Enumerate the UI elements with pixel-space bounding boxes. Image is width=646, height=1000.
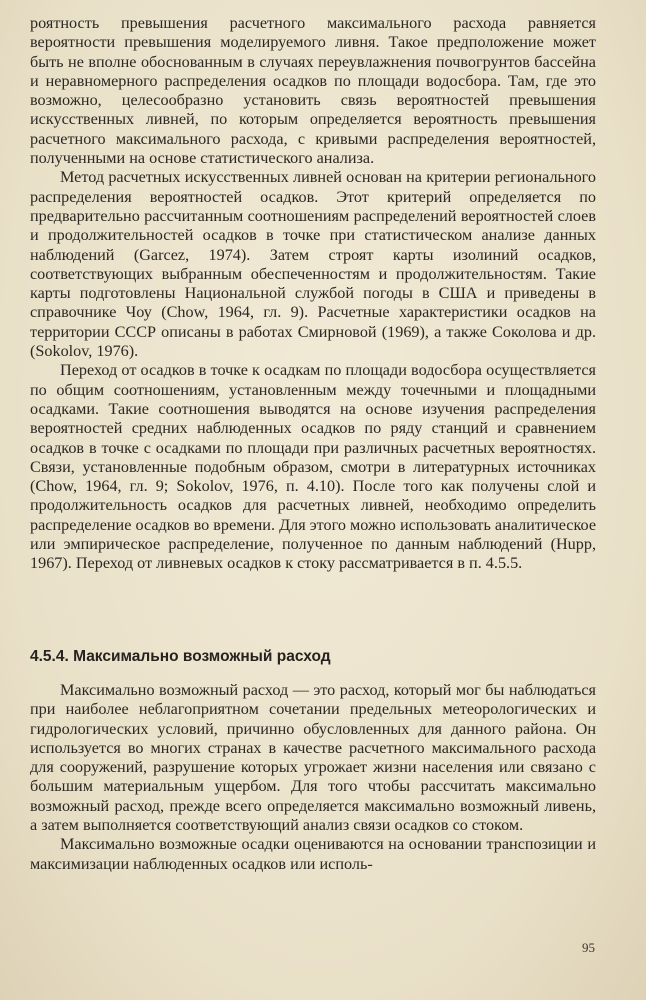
paragraph: Переход от осадков в точке к осадкам по площади водосбора осуществляется по общим соотношениям, установленным между точечными и площадными осадками. Такие соотношения выводятся на основе изучения распределения вероятностей средних наблюденных осадков по ряду станций и сравнением осадков в точке с осадками по площади при различных расчетных вероятностях. Связи, установленные подобным образом, смотри в литературных источниках (Chow, 1964, гл. 9; Sokolov, 1976, п. 4.10). После того как получены слой и продолжительность осадков для расчетных ливней, необходимо определить распределение осадков во времени. Для этого можно использовать аналитическое или эмпирическое распределение, полученное по данным наблюдений (Hupp, 1967). Переход от ливневых осадков к стоку рассматривается в п. 4.5.5. (30, 361, 596, 573)
paragraph: Метод расчетных искусственных ливней основан на критерии регионального распределения вероятностей осадков. Этот критерий определяется по предварительно рассчитанным соотношениям распределений вероятностей слоев и продолжительностей осадков в точке при статистическом анализе данных наблюдений (Garcez, 1974). Затем строят карты изолиний осадков, соответствующих выбранным обеспеченностям и продолжительностям. Такие карты подготовлены Национальной службой погоды в США и приведены в справочнике Чоу (Chow, 1964, гл. 9). Расчетные характеристики осадков на территории СССР описаны в работах Смирновой (1969), а также Соколова и др. (Sokolov, 1976). (30, 168, 596, 361)
paragraph: Максимально возможный расход — это расход, который мог бы наблюдаться при наиболее неблагоприятном сочетании предельных метеорологических и гидрологических условий, причинно обусловленных для данного района. Он используется во многих странах в качестве расчетного максимального расхода для сооружений, разрушение которых угрожает жизни населения или связано с большим материальным ущербом. Для того чтобы рассчитать максимально возможный расход, прежде всего определяется максимально возможный ливень, а затем выполняется соответствующий анализ связи осадков со стоком. (30, 681, 596, 835)
page-number: 95 (582, 940, 595, 955)
paragraph: Максимально возможные осадки оцениваются на основании транспозиции и максимизации наблюденных осадков или исполь- (30, 835, 596, 873)
body-text-bottom (30, 681, 596, 874)
paragraph: роятность превышения расчетного максимального расхода равняется вероятности превышения моделируемого ливня. Такое предположение может быть не вполне обоснованным в случаях переувлажнения почвогрунтов бассейна и неравномерного распределения осадков по площади водосбора. Там, где это возможно, целесообразно установить связь вероятностей превышения искусственных ливней, по которым определяется вероятность превышения расчетного максимального расхода, с кривыми распределения вероятностей, полученными на основе статистического анализа. (30, 14, 596, 168)
section-heading: 4.5.4. Максимально возможный расход (30, 648, 331, 665)
body-text-top (30, 14, 596, 574)
